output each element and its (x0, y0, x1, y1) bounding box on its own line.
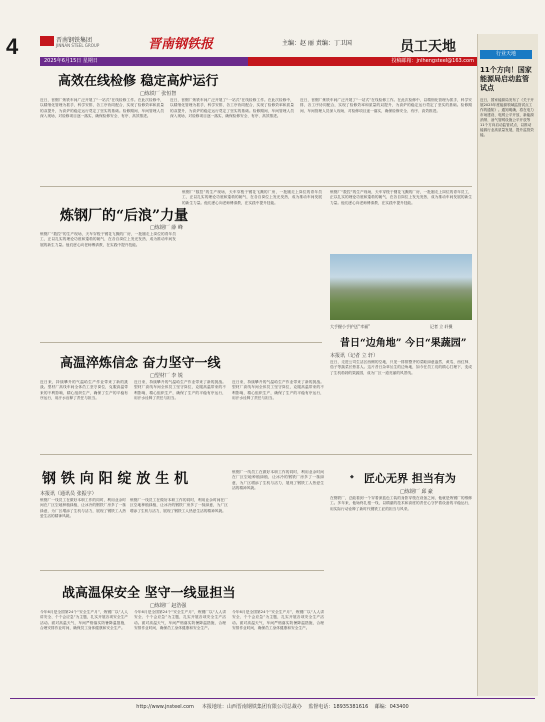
sidebar-tag: 行业天地 (480, 50, 532, 59)
article-title: 高温淬炼信念 奋力坚守一线 (60, 356, 221, 371)
date-bar: 2025年6月15日 星期日 (40, 57, 248, 66)
essay-title: 匠心无界 担当有为 (364, 472, 456, 485)
footer-website[interactable]: http://www.jnsteel.com (136, 704, 194, 710)
article-body: 炼钢厂一线员工在做好本职工作的同时，利用业余时间在厂区空地种植绿植，让冰冷的钢铁厂房多了一抹绿意，为厂区增添了生机与活力，展现了钢铁工人热爱生活的精神风貌。 (40, 498, 126, 518)
article-body: 今年6月是全国第24个“安全生产月”，炼钢厂以“人人讲安全、个个会应急”为主题，扎实开展各项安全生产活动。面对高温天气，车间严格落实防暑降温措施，合理安排作业时间，确保员工身体健康和安全生产。 (134, 610, 226, 630)
article-author: 本报讯（通讯员 张振宇） (40, 491, 97, 497)
email-bar: 投稿邮箱：jnlhengsteel@163.com (248, 57, 478, 66)
sidebar-headline: 11个方向！国家能源局启动监管试点 (480, 66, 532, 92)
page-number: 4 (6, 34, 19, 59)
photo (330, 254, 472, 320)
article-body: 近日，晋钢厂炼铁车间广泛开展了“一站式”在线检修工作。在此次检修中，以精细化管理为抓手，科学安排，各工序协同配合，实现了检修效率和质量的双提升，为高炉的稳定运行奠定了坚实的基础。检修期间，车间管理人员深入现场，对检修项目逐一落实，确保检修安全、有序、高效推进。 (300, 98, 472, 113)
article-body: 近日来，持续攀升的气温给生产作业带来了新的挑战。型材厂高线车间全体员工坚守岗位，克服高温带来的不利影响，精心组织生产，确保了生产的平稳有序运行，用汗水诠释了责任与担当。 (40, 380, 128, 400)
article-body: 今年6月是全国第24个“安全生产月”，炼钢厂以“人人讲安全、个个会应急”为主题，扎实开展各项安全生产活动。面对高温天气，车间严格落实防暑降温措施，合理安排作业时间，确保员工身体健康和安全生产。 (40, 610, 128, 630)
divider (40, 186, 472, 187)
logo-sub: JINNAN STEEL GROUP (56, 43, 100, 48)
article-title: 高效在线检修 稳定高炉运行 (58, 74, 219, 89)
essay-body: 近日，走进公司生活区西侧的空地，只见一排排整齐的菜畦绿意盎然，黄瓜、西红柿、茄子等蔬菜长势喜人。这片昔日杂草丛生的边角地，如今在员工们的精心打理下，变成了生机勃勃的果蔬园，成为厂区一道亮丽的风景线。 (330, 360, 472, 375)
section-title: 员工天地 (400, 39, 456, 55)
article-author: □炼钢厂 赵浩强 (150, 603, 187, 609)
article-body: 炼钢厂“数控”的生产现场，天车穿梭于钢花飞溅的厂房，一批刚走上岗位的青年员工，正以扎实的理论功底和蓬勃的朝气，在各自岗位上发光发热，成为推动车间发展的新生力量。他们虚心向老师傅请教，在实践中提升技能。 (40, 232, 176, 247)
paper-title: 晋南钢铁报 (148, 37, 214, 52)
logo-text: 晋南钢铁集团 (56, 37, 93, 44)
article-body: 近日，晋钢厂炼铁车间广泛开展了“一站式”在线检修工作。在此次检修中，以精细化管理为抓手，科学安排，各工序协同配合，实现了检修效率和质量的双提升，为高炉的稳定运行奠定了坚实的基础。检修期间，车间管理人员深入现场，对检修项目逐一落实，确保检修安全、有序、高效推进。 (40, 98, 164, 118)
footer-rule (10, 698, 535, 699)
footer-zip: 邮编：043400 (374, 704, 409, 710)
article-author: □炼钢厂 薛 峰 (150, 225, 183, 231)
divider (40, 342, 322, 343)
article-body: 炼钢厂“数控”的生产现场，天车穿梭于钢花飞溅的厂房，一批刚走上岗位的青年员工，正以扎实的理论功底和蓬勃的朝气，在各自岗位上发光发热，成为推动车间发展的新生力量。他们虚心向老师傅请教，在实践中提升技能。 (182, 190, 322, 205)
footer (10, 703, 535, 710)
footer-phone: 监督电话：18935381616 (308, 704, 369, 710)
article-body: 近日来，持续攀升的气温给生产作业带来了新的挑战。型材厂高线车间全体员工坚守岗位，克服高温带来的不利影响，精心组织生产，确保了生产的平稳有序运行，用汗水诠释了责任与担当。 (134, 380, 226, 400)
essay-author: □炼钢厂 邱 豪 (400, 489, 433, 495)
logo-icon (40, 36, 54, 46)
article-author: □炼铁厂 张恒智 (140, 91, 177, 97)
essay-body: 在钢铁厂，总能看到一个穿着深蓝色工装的身影穿梭在设备之间，他就是炼钢厂的维修工。多年来，他始终扎根一线，以精湛的技术和高度的责任心守护着设备的平稳运行，用实际行动诠释了新时代钢铁工匠的担当与风采。 (330, 496, 472, 511)
article-title: 战高温保安全 坚守一线显担当 (62, 586, 236, 601)
editors-line: 主编：赵 丽 责编：丁卫国 (282, 40, 352, 47)
article-title: 炼钢厂的“后浪”力量 (60, 208, 189, 224)
article-title: 钢 铁 向 阳 绽 放 生 机 (42, 471, 189, 487)
footer-address: 本报地址：山西晋南钢铁集团有限公司总裁办 (201, 704, 302, 710)
article-body: 炼钢厂一线员工在做好本职工作的同时，利用业余时间在厂区空地种植绿植，让冰冷的钢铁厂房多了一抹绿意，为厂区增添了生机与活力，展现了钢铁工人热爱生活的精神风貌。 (130, 498, 228, 513)
essay-title: 昔日“边角地” 今日“果蔬园” (340, 338, 467, 349)
deco-frame-icon: ◆ (350, 474, 354, 480)
photo-caption: 大手握小手护送“幸福” (330, 324, 371, 329)
article-body: 近日来，持续攀升的气温给生产作业带来了新的挑战。型材厂高线车间全体员工坚守岗位，克服高温带来的不利影响，精心组织生产，确保了生产的平稳有序运行，用汗水诠释了责任与担当。 (232, 380, 324, 400)
article-body: 今年6月是全国第24个“安全生产月”，炼钢厂以“人人讲安全、个个会应急”为主题，扎实开展各项安全生产活动。面对高温天气，车间严格落实防暑降温措施，合理安排作业时间，确保员工身体健康和安全生产。 (232, 610, 324, 630)
divider (40, 454, 472, 455)
article-body: 炼钢厂一线员工在做好本职工作的同时，利用业余时间在厂区空地种植绿植，让冰冷的钢铁厂房多了一抹绿意，为厂区增添了生机与活力，展现了钢铁工人热爱生活的精神风貌。 (232, 470, 324, 490)
divider (40, 570, 324, 571)
article-author: □型材厂 李 锐 (150, 373, 183, 379)
photo-credit: 记者 立 轩摄 (430, 324, 453, 329)
article-body: 近日，晋钢厂炼铁车间广泛开展了“一站式”在线检修工作。在此次检修中，以精细化管理为抓手，科学安排，各工序协同配合，实现了检修效率和质量的双提升，为高炉的稳定运行奠定了坚实的基础。检修期间，车间管理人员深入现场，对检修项目逐一落实，确保检修安全、有序、高效推进。 (170, 98, 294, 118)
article-body: 炼钢厂“数控”的生产现场，天车穿梭于钢花飞溅的厂房，一批刚走上岗位的青年员工，正以扎实的理论功底和蓬勃的朝气，在各自岗位上发光发热，成为推动车间发展的新生力量。他们虚心向老师傅请教，在实践中提升技能。 (330, 190, 472, 205)
sidebar-body: 近日，国家能源局发布了《关于开展2025年度能源领域监管试点工作的通知》。通知明确，将在电力市场建设、电网公平开放、新能源消纳、油气管网设施公平开放等11个方向启动监管试点，以推动能源行业高质量发展，提升监管效能。 (480, 98, 534, 137)
essay-author: 本报讯（记者 立 轩） (330, 353, 379, 359)
